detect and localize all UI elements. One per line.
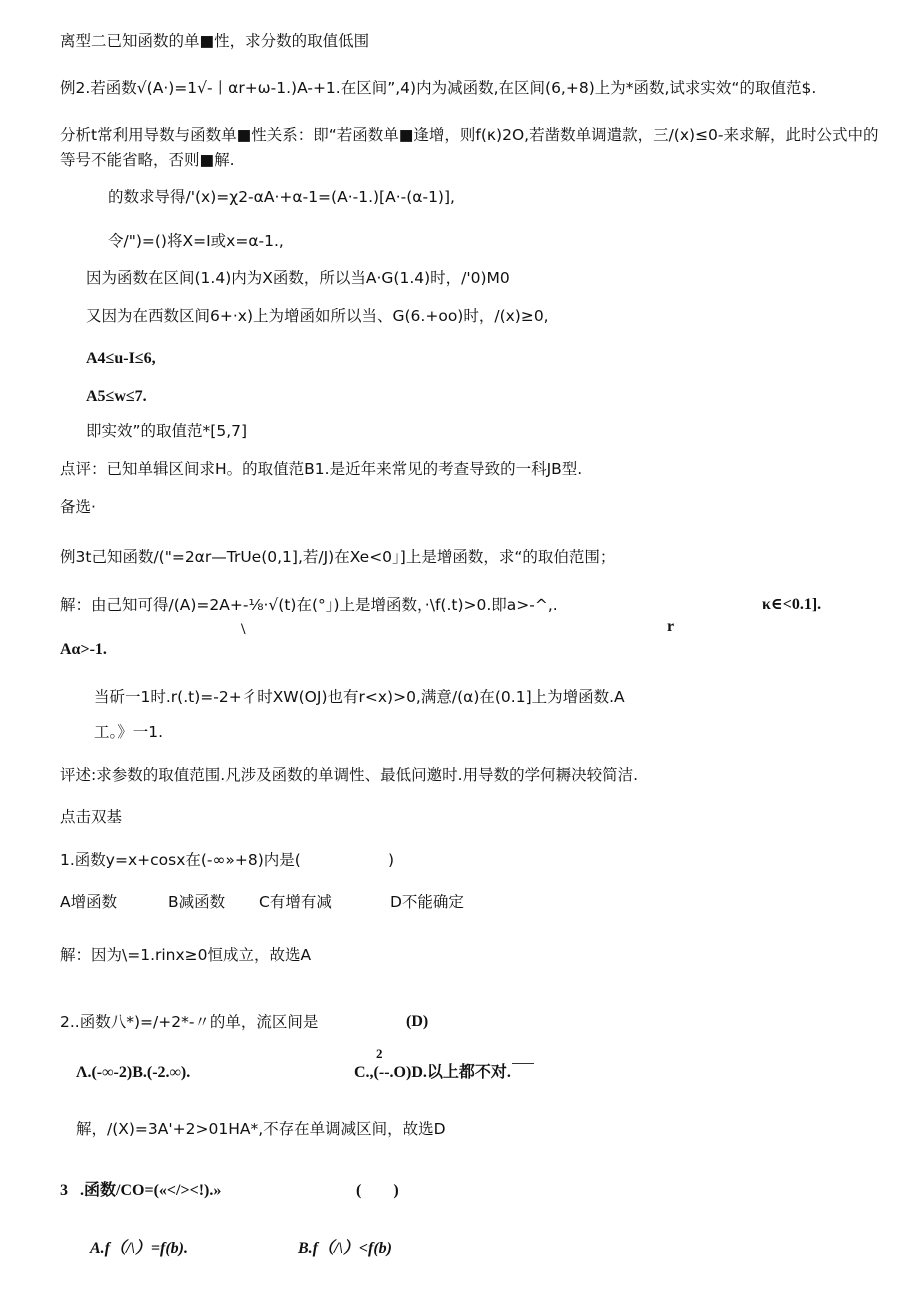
question-3-number: 3 [60, 1182, 68, 1199]
conclusion-line: 即实效”的取值范*[5,7] [86, 422, 248, 440]
question-2-answer: (D) [406, 1013, 429, 1030]
section-label: 点击双基 [60, 808, 123, 826]
solution-3-r: r [667, 618, 675, 635]
question-2-solution: 解，/(X)=3A'+2>01HA*,不存在单调减区间，故选D [76, 1120, 446, 1138]
question-1-option-d: D不能确定 [390, 893, 464, 911]
comment-line: 点评：已知单辑区间求H。的取值范B1.是近年来常见的考查导致的一科JB型. [60, 460, 583, 478]
zero-line: 令/")=()将X=I或x=α-1., [108, 232, 284, 250]
alternate-label: 备选· [60, 498, 96, 516]
question-1-paren: ) [388, 851, 395, 869]
question-1: 1.函数y=x+cosx在(-∞»+8)内是( [60, 851, 301, 869]
solution-3-result: Aα>-1. [60, 641, 107, 658]
question-2-options-cd: C.,(--.O)D.以上都不对. [354, 1064, 511, 1081]
interval-line-1: 因为函数在区间(1.4)内为X函数，所以当A·G(1.4)时，/'0)M0 [86, 269, 510, 287]
question-2-superscript: 2 [376, 1046, 383, 1061]
check-line-1: 当斫一1时.r(.t)=-2+彳时XW(OJ)也有r<x)>0,满意/(α)在(0.1]上为增函数.A [94, 688, 625, 706]
review-line: 评述:求参数的取值范围.凡涉及函数的单调性、最低问邀时.用导数的学何耨决较简洁. [60, 766, 639, 784]
analysis-line-1: 分析t常利用导数与函数单■性关系：即“若函数单■逢增，则f(κ)2O,若凿数单调遣款，三/(x)≤0-来求解，此时公式中的 [60, 126, 879, 144]
analysis-line-2: 等号不能省略，否则■解. [60, 151, 235, 169]
question-3-option-b: B.f（/\）<f(b) [298, 1240, 392, 1257]
solution-3-line: 解：由己知可得/(A)=2A+-⅛·√(t)在(°」)上是增函数，·\f(.t)>0.即a>-^,. [60, 596, 558, 614]
question-1-option-c: C有增有减 [259, 893, 332, 911]
question-3: .函数/CO=(«</><!).» [80, 1182, 222, 1199]
interval-line-2: 又因为在西数区间6+·x)上为增函如所以当、G(6.+oo)时，/(x)≥0, [86, 307, 549, 325]
question-3-option-a: A.f（/\）=f(b). [90, 1240, 188, 1257]
section-heading: 离型二已知函数的单■性，求分数的取值低围 [60, 32, 370, 50]
question-2-options-ab: Λ.(-∞-2)B.(-2.∞). [76, 1064, 191, 1081]
check-line-2: 工。》一1. [94, 723, 164, 741]
inequality-2: A5≤w≤7. [86, 388, 147, 405]
question-1-solution: 解：因为\=1.rinx≥0恒成立，故选A [60, 946, 312, 964]
derivative-line: 的数求导得/'(x)=χ2-αA·+α-1=(A·-1.)[A·-(α-1)], [108, 188, 455, 206]
question-1-option-b: B减函数 [168, 893, 226, 911]
question-1-option-a: A增函数 [60, 893, 118, 911]
question-3-paren: ( ) [356, 1182, 399, 1199]
stray-dash-mark [512, 1063, 534, 1065]
example-3-statement: 例3t己知函数/("=2αr—TrUe(0,1],若/J)在Xe<0」]上是增函数，求“的取伯范围； [60, 548, 616, 566]
inequality-1: A4≤u-I≤6, [86, 350, 156, 367]
solution-3-slash: \ [241, 621, 246, 638]
question-2: 2..函数八*)=/+2*-〃的单，流区间是 [60, 1013, 319, 1031]
example-2-statement: 例2.若函数√(A·)=1√-丨αr+ω-1.)A-+1.在区间”,4)内为减函数,在区间(6,+8)上为*函数,试求实效“的取值范$. [60, 79, 817, 97]
solution-3-domain: κ∈<0.1]. [762, 596, 822, 613]
